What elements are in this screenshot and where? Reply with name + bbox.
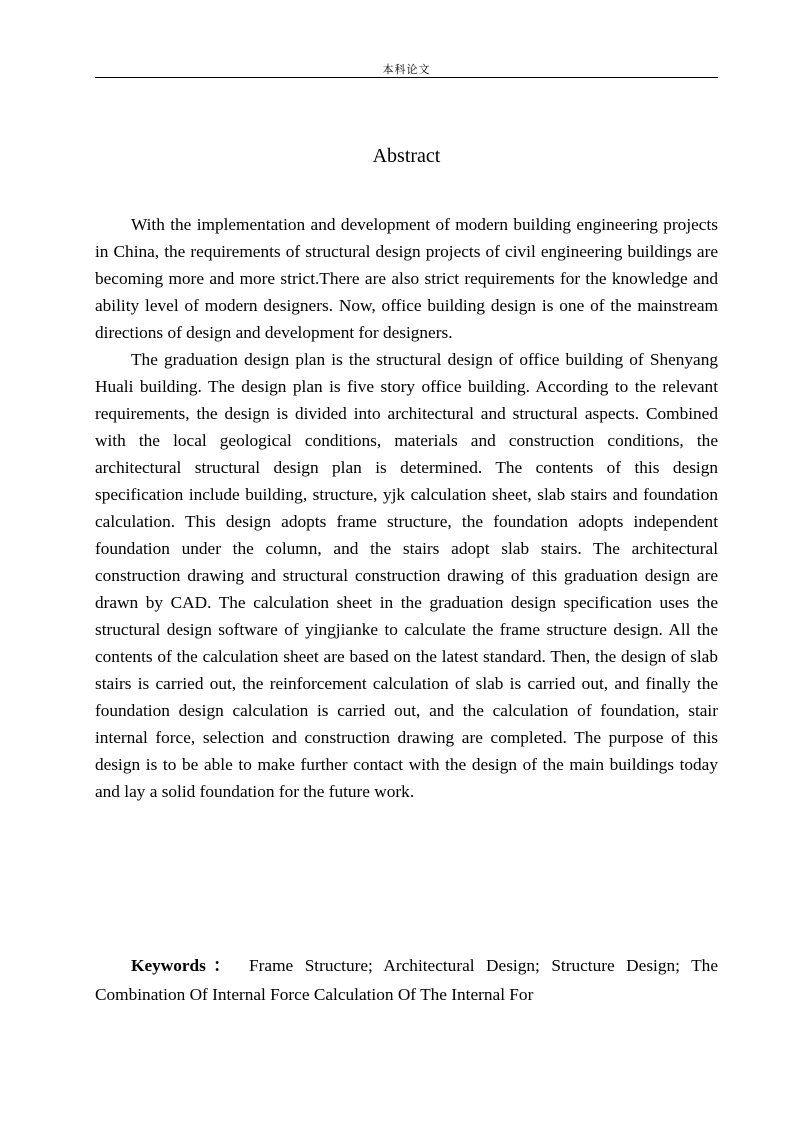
keywords-label: Keywords：	[131, 956, 238, 975]
header-text: 本科论文	[382, 63, 431, 76]
abstract-title: Abstract	[372, 145, 441, 167]
keywords-text: Frame Structure; Architectural Design; Structure Design; The Combination Of Internal Force Calculation Of The Internal For	[95, 956, 718, 1004]
abstract-body	[95, 211, 718, 805]
abstract-paragraph-1: With the implementation and development of modern building engineering projects in China, the requirements of structural design projects of civil engineering buildings are becoming more and more strict.There are also strict requirements for the knowledge and ability level of modern designers. Now, office building design is one of the mainstream directions of design and development for designers.	[95, 215, 718, 342]
keywords-section	[95, 951, 718, 1009]
page-header	[95, 60, 718, 78]
abstract-paragraph-2: The graduation design plan is the structural design of office building of Shenyang Huali building. The design plan is five story office building. According to the relevant requirements, the design is divided into architectural and structural aspects. Combined with the local geological conditions, materials and construction conditions, the architectural structural design plan is determined. The contents of this design specification include building, structure, yjk calculation sheet, slab stairs and foundation calculation. This design adopts frame structure, the foundation adopts independent foundation under the column, and the stairs adopt slab stairs. The architectural construction drawing and structural construction drawing of this graduation design are drawn by CAD. The calculation sheet in the graduation design specification uses the structural design software of yingjianke to calculate the frame structure design. All the contents of the calculation sheet are based on the latest standard. Then, the design of slab stairs is carried out, the reinforcement calculation of slab is carried out, and finally the foundation design calculation is carried out, and the calculation of foundation, stair internal force, selection and construction drawing are completed. The purpose of this design is to be able to make further contact with the design of the main buildings today and lay a solid foundation for the future work.	[95, 350, 718, 801]
